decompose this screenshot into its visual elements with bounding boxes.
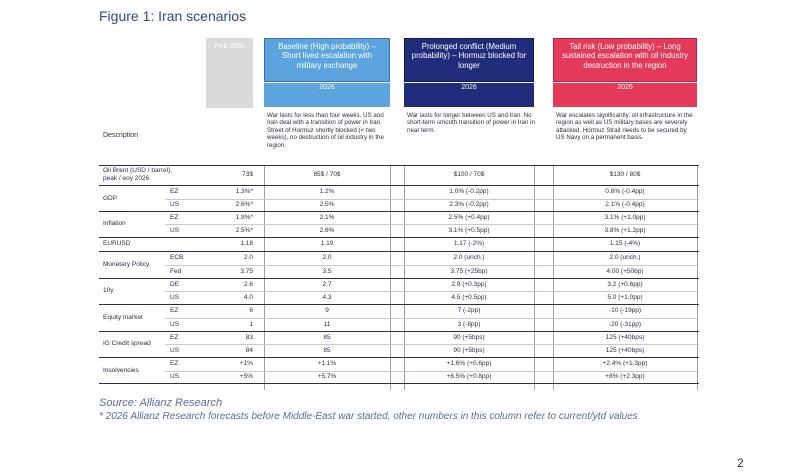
cell-baseline: 85 (323, 346, 331, 354)
table-row-divider (99, 304, 699, 305)
cell-prolonged: 2.3% (-0.2pp) (449, 201, 489, 208)
description-baseline: War lasts for less than four weeks. US and Iran deal with a transition of power in Iran. Street of Hormuz shortly blocked (< two weeks), no destruction of oil industry in the region. (267, 112, 384, 149)
table-row-divider (99, 165, 699, 166)
figure-title: Figure 1: Iran scenarios (99, 8, 247, 24)
cell-feb-28th: 2.6 (243, 280, 253, 288)
cell-baseline: 85$ / 70$ (313, 171, 341, 178)
cell-prolonged: 2.9 (+0.3pp) (451, 280, 487, 288)
row-label: Oil Brent (USD / barrel), peak / eoy 2026 (103, 167, 172, 182)
cell-prolonged: 3.75 (+25bp) (450, 267, 488, 275)
cell-baseline: +1.1% (317, 360, 337, 367)
table-row-divider (165, 318, 699, 319)
cell-feb-28th: 84 (245, 346, 253, 354)
cell-baseline: 4.3 (322, 293, 332, 301)
strip-tail-risk (553, 93, 697, 107)
cell-prolonged: +1.6% (+0.6pp) (446, 360, 492, 367)
cell-tail-risk: $130 / 80$ (609, 171, 641, 178)
table-row-divider (99, 237, 699, 238)
cell-baseline: 9 (325, 307, 329, 314)
table-row-divider (99, 357, 699, 358)
table-row-divider (99, 185, 699, 186)
page-number: 2 (737, 456, 744, 470)
cell-baseline: 2.0 (322, 254, 332, 261)
cell-feb-28th: 73$ (242, 171, 253, 178)
cell-feb-28th: 2.5%* (235, 226, 253, 234)
row-label: Equity market (103, 314, 143, 321)
cell-feb-28th: +1% (239, 360, 253, 367)
row-region: DE (170, 280, 180, 288)
table-bottom-border (99, 383, 699, 384)
cell-prolonged: 4.5 (+0.5pp) (451, 293, 487, 301)
row-region: US (170, 201, 180, 208)
cell-feb-28th: 3.75 (240, 267, 253, 275)
year-prolonged: 2026 (404, 83, 534, 93)
cell-baseline: 2.1% (319, 213, 335, 221)
description-tail-risk: War escalates significantly, oil infrastructure in the region as well as US military bases are severely attacked. Hormuz Strait needs to be secured by US Navy on a permanent basis. (556, 112, 693, 142)
cell-feb-28th: +5% (239, 373, 253, 380)
cell-feb-28th: 2.0 (243, 254, 253, 261)
cell-prolonged: 2.0 (unch.) (453, 254, 485, 261)
cell-prolonged: +6.5% (+0.8pp) (446, 373, 492, 380)
cell-prolonged: 1.0% (-0.2pp) (449, 188, 489, 195)
table-row-divider (165, 199, 699, 200)
cell-tail-risk: 2.1% (-0.4pp) (605, 201, 645, 208)
footnote: * 2026 Allianz Research forecasts before Middle-East war started, other numbers in this column refer to current/ytd values (99, 411, 638, 422)
year-baseline: 2026 (264, 83, 390, 93)
cell-feb-28th: 2.6%* (235, 201, 253, 208)
cell-tail-risk: 3.8% (+1.2pp) (604, 226, 646, 234)
cell-feb-28th: 1 (249, 320, 253, 328)
row-region: EZ (170, 307, 179, 314)
cell-tail-risk: 4.00 (+50bp) (606, 267, 644, 275)
table-row-divider (99, 211, 699, 212)
cell-baseline: 2.7 (322, 280, 332, 288)
row-region: EZ (170, 188, 179, 195)
row-region: US (170, 320, 180, 328)
cell-feb-28th: 4.0 (243, 293, 253, 301)
row-region: US (170, 373, 180, 380)
cell-prolonged: 3.1% (+0.5pp) (448, 226, 490, 234)
cell-prolonged: 1.17 (-2%) (453, 240, 485, 247)
header-feb-28th: Feb 28th (206, 38, 253, 108)
table-row-divider (165, 224, 699, 225)
cell-baseline: 85 (323, 333, 331, 341)
row-label: Inflation (103, 220, 126, 227)
table-row-divider (99, 278, 699, 279)
cell-baseline: 2.5% (319, 201, 335, 208)
strip-baseline (264, 93, 390, 107)
row-region: US (170, 346, 180, 354)
table-row-divider (165, 344, 699, 345)
cell-prolonged: 3 (-8pp) (457, 320, 481, 328)
cell-prolonged: 90 (+5bps) (453, 333, 485, 341)
cell-tail-risk: +2.4% (+1.3pp) (602, 360, 648, 367)
description-prolonged: War lasts for longer between US and Iran. No short-term smooth transition of power in Iran in near term. (407, 112, 535, 134)
row-label: IG Credit spread (103, 340, 151, 347)
cell-tail-risk: 3.2 (+0.6pp) (607, 280, 643, 288)
cell-feb-28th: 6 (249, 307, 253, 314)
table-row-divider (99, 331, 699, 332)
cell-baseline: 3.5 (322, 267, 332, 275)
row-region: US (170, 293, 180, 301)
row-label: Monetary Policy (103, 261, 150, 268)
cell-prolonged: 90 (+5bps) (453, 346, 485, 354)
cell-feb-28th: 83 (245, 333, 253, 341)
cell-tail-risk: 0.8% (-0.4pp) (605, 188, 645, 195)
cell-tail-risk: +8% (+2.3pp) (605, 373, 645, 380)
cell-tail-risk: 2.0 (unch.) (609, 254, 641, 261)
header-prolonged: Prolonged conflict (Medium probability) – Hormuz blocked for longer (404, 38, 534, 82)
row-label: Insolvencies (103, 367, 139, 374)
cell-feb-28th: 1.9%* (235, 213, 253, 221)
header-baseline: Baseline (High probability) – Short lived escalation with military exchange (264, 38, 390, 82)
table-row-divider (165, 371, 699, 372)
strip-prolonged (404, 93, 534, 107)
header-tail-risk: Tail risk (Low probability) – Long sustained escalation with oil industry destruction in the region (553, 38, 697, 82)
cell-baseline: 2.6% (319, 226, 335, 234)
row-label: 10y (103, 287, 114, 294)
row-region: ECB (170, 254, 184, 261)
description-label: Description (103, 132, 139, 139)
cell-prolonged: 7 (-2pp) (457, 307, 481, 314)
cell-tail-risk: 125 (+40bps) (605, 333, 645, 341)
row-region: Fed (170, 267, 182, 275)
cell-feb-28th: 1.18 (240, 240, 253, 247)
year-tail-risk: 2026 (553, 83, 697, 93)
cell-tail-risk: 5.0 (+1.0pp) (607, 293, 643, 301)
cell-baseline: +5.7% (317, 373, 337, 380)
row-label: EURUSD (103, 240, 131, 247)
source-note: Source: Allianz Research (99, 397, 223, 409)
table-row-divider (165, 265, 699, 266)
row-region: EZ (170, 333, 179, 341)
table-row-divider (165, 291, 699, 292)
cell-tail-risk: -10 (-19pp) (608, 307, 642, 314)
cell-baseline: 1.19 (320, 240, 334, 247)
cell-tail-risk: -20 (-31pp) (608, 320, 642, 328)
cell-feb-28th: 1.3%* (235, 188, 253, 195)
cell-baseline: 11 (323, 320, 331, 328)
table-row-divider (99, 251, 699, 252)
cell-tail-risk: 125 (+40bps) (605, 346, 645, 354)
row-region: EZ (170, 213, 179, 221)
cell-prolonged: 2.5% (+0.4pp) (448, 213, 490, 221)
row-region: US (170, 226, 180, 234)
cell-prolonged: $100 / 70$ (453, 171, 485, 178)
row-label: GDP (103, 195, 118, 202)
cell-baseline: 1.2% (319, 188, 335, 195)
row-region: EZ (170, 360, 179, 367)
cell-tail-risk: 3.1% (+1.0pp) (604, 213, 646, 221)
cell-tail-risk: 1.15 (-4%) (609, 240, 641, 247)
